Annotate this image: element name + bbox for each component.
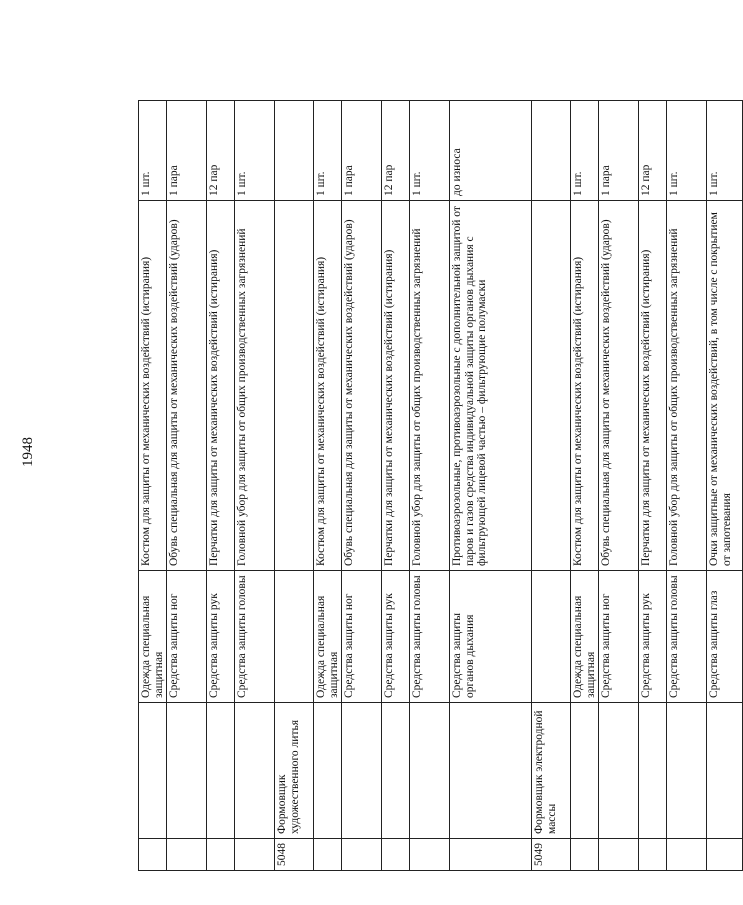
issue-norm-cell: до износа bbox=[450, 101, 532, 201]
issue-norm-cell: 1 шт. bbox=[571, 101, 599, 201]
issue-norm-cell: 1 шт. bbox=[235, 101, 275, 201]
ppe-description-cell: Перчатки для защиты от механических воздействий (истирания) bbox=[639, 201, 667, 571]
ppe-description-cell: Обувь специальная для защиты от механических воздействий (ударов) bbox=[167, 201, 207, 571]
table-row bbox=[571, 101, 599, 871]
ppe-type-cell: Средства защиты головы bbox=[235, 571, 275, 703]
issue-norm-cell: 12 пар bbox=[207, 101, 235, 201]
ppe-type-cell: Средства защиты ног bbox=[342, 571, 382, 703]
profession-cell bbox=[639, 703, 667, 839]
code-cell bbox=[167, 839, 207, 871]
code-cell bbox=[707, 839, 743, 871]
ppe-type-cell bbox=[532, 571, 571, 703]
profession-cell: Формовщик художественного литья bbox=[275, 703, 314, 839]
profession-cell bbox=[667, 703, 707, 839]
page-number: 1948 bbox=[20, 437, 36, 467]
profession-cell bbox=[382, 703, 410, 839]
table-row bbox=[207, 101, 235, 871]
ppe-type-cell: Одежда специальная защитная bbox=[314, 571, 342, 703]
table-row bbox=[707, 101, 743, 871]
ppe-description-cell: Головной убор для защиты от общих производственных загрязнений bbox=[235, 201, 275, 571]
issue-norm-cell: 1 шт. bbox=[139, 101, 167, 201]
ppe-type-cell: Средства защиты головы bbox=[667, 571, 707, 703]
table-row bbox=[532, 101, 571, 871]
ppe-norms-table bbox=[138, 100, 743, 871]
ppe-description-cell bbox=[275, 201, 314, 571]
profession-cell bbox=[410, 703, 450, 839]
table-row bbox=[139, 101, 167, 871]
issue-norm-cell bbox=[275, 101, 314, 201]
table-row bbox=[410, 101, 450, 871]
code-cell bbox=[382, 839, 410, 871]
ppe-description-cell: Перчатки для защиты от механических воздействий (истирания) bbox=[207, 201, 235, 571]
ppe-description-cell: Костюм для защиты от механических воздействий (истирания) bbox=[571, 201, 599, 571]
issue-norm-cell: 1 шт. bbox=[707, 101, 743, 201]
code-cell bbox=[571, 839, 599, 871]
profession-cell bbox=[167, 703, 207, 839]
table-row bbox=[235, 101, 275, 871]
table-row bbox=[599, 101, 639, 871]
code-cell bbox=[314, 839, 342, 871]
ppe-type-cell: Средства защиты рук bbox=[639, 571, 667, 703]
code-cell bbox=[342, 839, 382, 871]
table-row bbox=[382, 101, 410, 871]
profession-cell bbox=[599, 703, 639, 839]
issue-norm-cell: 12 пар bbox=[382, 101, 410, 201]
issue-norm-cell: 1 шт. bbox=[410, 101, 450, 201]
profession-cell bbox=[571, 703, 599, 839]
code-cell bbox=[667, 839, 707, 871]
code-cell bbox=[639, 839, 667, 871]
table-row bbox=[667, 101, 707, 871]
profession-cell bbox=[235, 703, 275, 839]
issue-norm-cell: 1 пара bbox=[342, 101, 382, 201]
ppe-description-cell: Обувь специальная для защиты от механических воздействий (ударов) bbox=[599, 201, 639, 571]
issue-norm-cell: 1 шт. bbox=[667, 101, 707, 201]
profession-cell bbox=[450, 703, 532, 839]
ppe-type-cell: Средства защиты рук bbox=[207, 571, 235, 703]
code-cell bbox=[235, 839, 275, 871]
code-cell bbox=[139, 839, 167, 871]
ppe-type-cell: Одежда специальная защитная bbox=[139, 571, 167, 703]
issue-norm-cell bbox=[532, 101, 571, 201]
ppe-description-cell: Головной убор для защиты от общих производственных загрязнений bbox=[410, 201, 450, 571]
ppe-type-cell: Средства защиты глаз bbox=[707, 571, 743, 703]
code-cell bbox=[599, 839, 639, 871]
ppe-description-cell: Противоаэрозольные, противоаэрозольные с дополнительной защитой от паров и газов средства индивидуальной защиты органов дыхания с фильтрующей лицевой частью – фильтрующие полумаски bbox=[450, 201, 532, 571]
ppe-description-cell: Очки защитные от механических воздействий, в том числе с покрытием от запотевания bbox=[707, 201, 743, 571]
table-row bbox=[450, 101, 532, 871]
ppe-type-cell bbox=[275, 571, 314, 703]
table-row bbox=[342, 101, 382, 871]
profession-cell bbox=[707, 703, 743, 839]
table-body bbox=[139, 101, 743, 871]
code-cell: 5048 bbox=[275, 839, 314, 871]
profession-cell: Формовщик электродной массы bbox=[532, 703, 571, 839]
ppe-description-cell: Перчатки для защиты от механических воздействий (истирания) bbox=[382, 201, 410, 571]
ppe-type-cell: Средства защиты ног bbox=[599, 571, 639, 703]
code-cell bbox=[207, 839, 235, 871]
code-cell: 5049 bbox=[532, 839, 571, 871]
ppe-type-cell: Средства защиты ног bbox=[167, 571, 207, 703]
ppe-table-container bbox=[138, 101, 733, 871]
profession-cell bbox=[342, 703, 382, 839]
issue-norm-cell: 1 шт. bbox=[314, 101, 342, 201]
table-row bbox=[275, 101, 314, 871]
issue-norm-cell: 1 пара bbox=[599, 101, 639, 201]
profession-cell bbox=[139, 703, 167, 839]
ppe-type-cell: Средства защиты головы bbox=[410, 571, 450, 703]
ppe-type-cell: Средства защиты органов дыхания bbox=[450, 571, 532, 703]
issue-norm-cell: 1 пара bbox=[167, 101, 207, 201]
code-cell bbox=[450, 839, 532, 871]
issue-norm-cell: 12 пар bbox=[639, 101, 667, 201]
ppe-type-cell: Одежда специальная защитная bbox=[571, 571, 599, 703]
ppe-description-cell: Костюм для защиты от механических воздействий (истирания) bbox=[139, 201, 167, 571]
ppe-description-cell: Обувь специальная для защиты от механических воздействий (ударов) bbox=[342, 201, 382, 571]
profession-cell bbox=[314, 703, 342, 839]
profession-cell bbox=[207, 703, 235, 839]
ppe-description-cell: Костюм для защиты от механических воздействий (истирания) bbox=[314, 201, 342, 571]
ppe-description-cell bbox=[532, 201, 571, 571]
ppe-description-cell: Головной убор для защиты от общих производственных загрязнений bbox=[667, 201, 707, 571]
ppe-type-cell: Средства защиты рук bbox=[382, 571, 410, 703]
code-cell bbox=[410, 839, 450, 871]
table-row bbox=[639, 101, 667, 871]
table-row bbox=[314, 101, 342, 871]
table-row bbox=[167, 101, 207, 871]
